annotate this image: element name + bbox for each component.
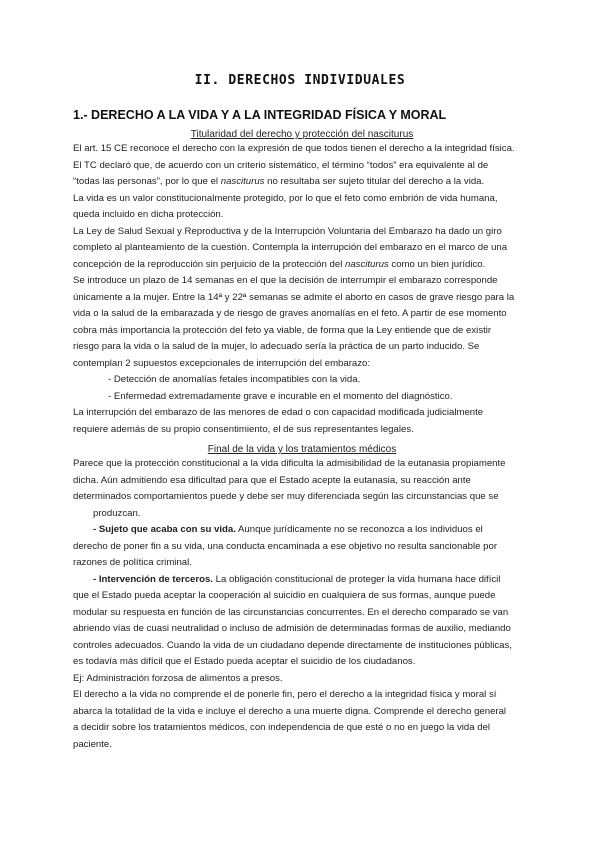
text-line: El art. 15 CE reconoce el derecho con la expresión de que todos tienen el derecho a la integridad física.	[73, 143, 515, 154]
list-item: - Enfermedad extremadamente grave e incurable en el momento del diagnóstico.	[108, 390, 453, 402]
text-line: El TC declaró que, de acuerdo con un criterio sistemático, el término “todos” era equivalente al de	[73, 159, 489, 171]
text-line: queda incluido en dicha protección.	[73, 209, 224, 220]
text-line: Se introduce un plazo de 14 semanas en el que la decisión de interrumpir el embarazo corresponde	[73, 275, 498, 286]
text-line: El derecho a la vida no comprende el de ponerle fin, pero el derecho a la integridad física y moral sí	[73, 689, 497, 700]
subsection-title-final-vida: Final de la vida y los tratamientos médicos	[207, 444, 397, 455]
text-line: dicha. Aún admitiendo esa dificultad para que el Estado acepte la eutanasia, su reacción ante	[73, 474, 471, 486]
text-line: paciente.	[73, 738, 112, 750]
text-line: Ej: Administración forzosa de alimentos a presos.	[73, 672, 283, 684]
text-line: La vida es un valor constitucionalmente protegido, por lo que el feto como embrión de vida humana,	[73, 192, 498, 204]
section-2-body	[73, 456, 533, 753]
text-line: derecho de poner fin a su vida, una conducta encaminada a ese objetivo no resulta sancionable por	[73, 540, 498, 552]
text-line: requiere además de su propio consentimiento, el de sus representantes legales.	[73, 423, 414, 435]
text-line: riesgo para la vida o la salud de la mujer, lo adecuado sería la práctica de un parto inducido. Se	[73, 341, 480, 352]
text-line: controles adecuados. Cuando la vida de un ciudadano depende directamente de instituciones públicas,	[73, 639, 512, 651]
text-line: a decidir sobre los tratamientos médicos, con independencia de que esté o no en juego la vida del	[73, 722, 491, 733]
text-line: “todas las personas”, por lo que el nasciturus no resultaba ser sujeto titular del derecho a la vida.	[73, 176, 485, 187]
text-line: vida o la salud de la embarazada y de riesgo de graves anomalías en el feto. A partir de ese momento	[73, 308, 507, 319]
section-title: 1.- DERECHO A LA VIDA Y A LA INTEGRIDAD FÍSICA Y MORAL	[73, 108, 447, 122]
text-line: modular su respuesta en función de las circunstancias concurrentes. En el derecho comparado se van	[73, 606, 509, 618]
text-line: es todavía más difícil que el Estado pueda aceptar el suicidio de los ciudadanos.	[73, 656, 416, 667]
text-line: produzcan.	[93, 507, 141, 519]
subsection-title-titularidad: Titularidad del derecho y protección del nasciturus	[190, 129, 414, 140]
text-line: La interrupción del embarazo de las menores de edad o con capacidad modificada judicialmente	[73, 407, 484, 418]
list-item: - Detección de anomalías fetales incompatibles con la vida.	[108, 374, 361, 385]
text-line: Parece que la protección constitucional a la vida dificulta la admisibilidad de la eutanasia propiamente	[73, 458, 506, 469]
text-line: abriendo vías de cuasi neutralidad o incluso de admisión de determinadas formas de auxilio, mediando	[73, 623, 511, 634]
text-line: razones de política criminal.	[73, 557, 192, 568]
text-line: abarca la totalidad de la vida e incluye el derecho a una muerte digna. Comprende el derecho general	[73, 705, 507, 717]
text-line: La Ley de Salud Sexual y Reproductiva y de la Interrupción Voluntaria del Embarazo ha dado un giro	[73, 225, 502, 237]
text-line: que el Estado pueda aceptar la cooperación al suicidio en cualquiera de sus formas, aunque puede	[73, 590, 496, 601]
text-line: contemplan 2 supuestos excepcionales de interrupción del embarazo:	[73, 357, 371, 369]
text-line: únicamente a la mujer. Entre la 14ª y 22ª semanas se admite el aborto en casos de grave riesgo para la	[73, 291, 515, 303]
text-line: cobra más importancia la protección del feto ya viable, de forma que la Ley entiende que de existir	[73, 324, 492, 336]
section-1-body	[73, 141, 533, 438]
text-line: concepción de la reproducción sin perjuicio de la protección del nasciturus como un bien jurídico.	[73, 258, 486, 270]
text-line: completo al planteamiento de la cuestión. Contempla la interrupción del embarazo en el marco de una	[73, 242, 508, 253]
chapter-title: II. DERECHOS INDIVIDUALES	[194, 73, 406, 88]
text-line: - Sujeto que acaba con su vida. Aunque jurídicamente no se reconozca a los individuos el	[93, 524, 483, 535]
text-line: - Intervención de terceros. La obligación constitucional de proteger la vida humana hace difícil	[93, 573, 501, 585]
text-line: determinados comportamientos puede y debe ser muy diferenciada según las circunstancias que se	[73, 491, 499, 502]
